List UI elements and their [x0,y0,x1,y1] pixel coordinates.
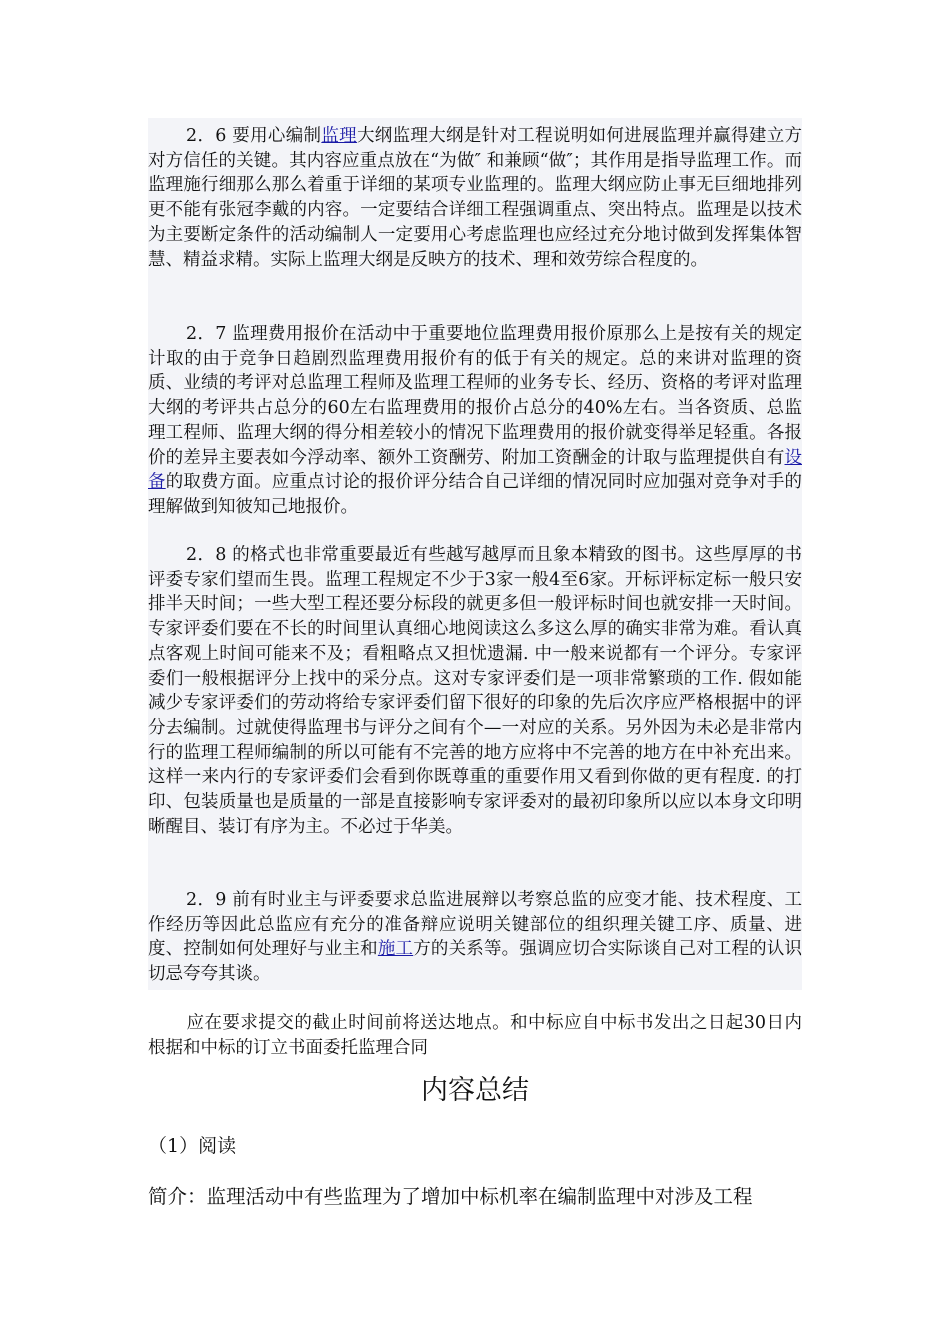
summary-heading: 内容总结 [421,1075,529,1106]
paragraph-2-8 [148,543,802,839]
paragraph-2-7-text-a: 2．7 监理费用报价在活动中于重要地位监理费用报价原那么上是按有关的规定计取的由于竞争日趋剧烈监理费用报价有的低于有关的规定。总的来讲对监理的资质、业绩的考评对总监理工程师及监理工程师的业务专长、经历、资格的考评对监理大纲的考评共占总分的60左右监理费用的报价占总分的40%左右。当各资质、总监理工程师、监理大纲的得分相差较小的情况下监理费用的报价就变得举足轻重。各报价的差异主要表如今浮动率、额外工资酬劳、附加工资酬金的计取与监理提供自有 [148,324,802,468]
link-jianli[interactable]: 监理 [321,126,357,146]
paragraph-submission [148,1011,802,1060]
paragraph-submission-text: 应在要求提交的截止时间前将送达地点。和中标应自中标书发出之日起30日内根据和中标的订立书面委托监理合同 [148,1013,802,1058]
intro-text: 简介：监理活动中有些监理为了增加中标机率在编制监理中对涉及工程 [148,1185,753,1208]
paragraph-2-7 [148,322,802,520]
link-shebei[interactable]: 设备 [148,447,802,493]
paragraph-2-9 [148,888,802,987]
paragraph-2-9-text-a: 2．9 前有时业主与评委要求总监进展辩以考察总监的应变才能、技术程度、工作经历等因此总监应有充分的准备辩应说明关键部位的组织理关键工序、质量、进度、控制如何处理好与业主和 [148,890,802,960]
paragraph-2-6 [148,124,802,272]
paragraph-2-6-text-a: 2．6 要用心编制 [186,126,322,146]
paragraph-2-6-text-b: 大纲监理大纲是针对工程说明如何进展监理并赢得建立方对方信任的关键。其内容应重点放在“为做″ 和兼顾“做″；其作用是指导监理工作。而监理施行细那么那么着重于详细的某项专业监理的。监理大纲应防止事无巨细地排列更不能有张冠李戴的内容。一定要结合详细工程强调重点、突出特点。监理是以技术为主要断定条件的活动编制人一定要用心考虑监理也应经过充分地讨做到发挥集体智慧、精益求精。实际上监理大纲是反映方的技术、理和效劳综合程度的。 [148,126,803,270]
link-shigong[interactable]: 施工 [377,939,414,960]
paragraph-2-9-text-b: 方的关系等。强调应切合实际谈自己对工程的认识切忌夸夸其谈。 [148,939,803,985]
paragraph-2-7-text-b: 的取费方面。应重点讨论的报价评分结合自己详细的情况同时应加强对竞争对手的理解做到知彼知己地报价。 [148,472,803,517]
paragraph-2-8-text: 2．8 的格式也非常重要最近有些越写越厚而且象本精致的图书。这些厚厚的书评委专家们望而生畏。监理工程规定不少于3家一般4至6家。开标评标定标一般只安排半天时间；一些大型工程还要分标段的就更多但一般评标时间也就安排一天时间。专家评委们要在不长的时间里认真细心地阅读这么多这么厚的确实非常为难。看认真点客观上时间可能来不及；看粗略点又担忧遗漏. 中一般来说都有一个评分。专家评委们一般根据评分上找中的采分点。这对专家评委们是一项非常繁琐的工作. 假如能减少专家评委们的劳动将给专家评委们留下很好的印象的先后次序应严格根据中的评分去编制。过就使得监理书与评分之间有个—一对应的关系。另外因为未必是非常内行的监理工程师编制的所以可能有不完善的地方应将中不完善的地方在中补充出来。这样一来内行的专家评委们会看到你既尊重的重要作用又看到你做的更有程度. 的打印、包装质量也是质量的一部是直接影响专家评委对的最初印象所以应以本身文印明晰醒目、装订有序为主。不必过于华美。 [148,545,802,837]
item-reading: （1）阅读 [148,1135,237,1157]
